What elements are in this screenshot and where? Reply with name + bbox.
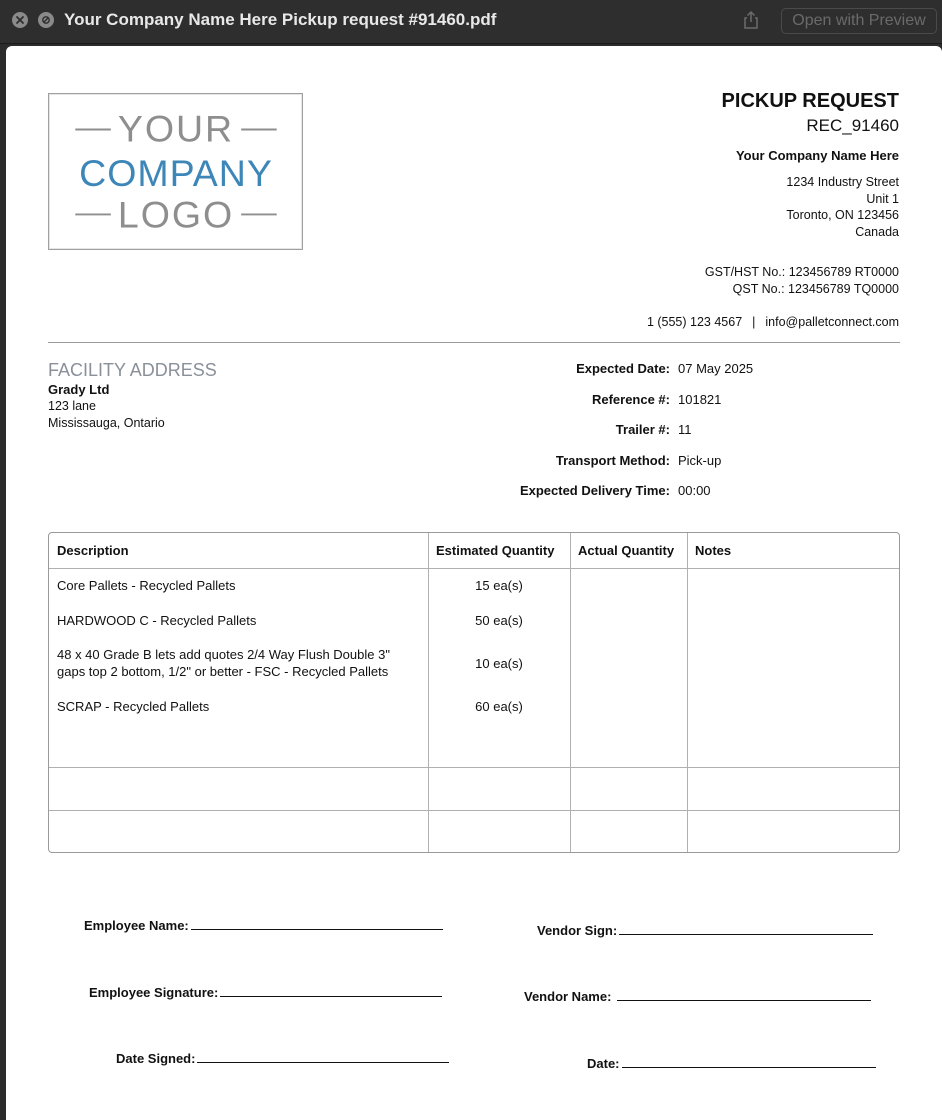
company-address-line: Canada bbox=[855, 224, 899, 239]
detail-row bbox=[6, 361, 942, 379]
item-description: gaps top 2 bottom, 1/2" or better - FSC - Recycled Pallets bbox=[57, 664, 389, 679]
detail-row bbox=[6, 392, 942, 410]
date-signed-field[interactable] bbox=[116, 1051, 449, 1066]
pdf-page bbox=[6, 46, 942, 1120]
items-table bbox=[48, 532, 900, 853]
date-signed-label: Date Signed: bbox=[116, 1051, 196, 1066]
date-label: Date: bbox=[587, 1056, 620, 1071]
facility-name: Grady Ltd bbox=[48, 382, 110, 397]
company-address-line: Toronto, ON 123456 bbox=[786, 208, 899, 222]
company-name: Your Company Name Here bbox=[735, 148, 899, 163]
detail-label: Transport Method: bbox=[555, 453, 670, 468]
phone-number: 1 (555) 123 4567 bbox=[646, 315, 743, 329]
email-address[interactable]: info@palletconnect.com bbox=[765, 315, 899, 329]
contact-separator: | bbox=[752, 315, 756, 329]
detail-label: Trailer #: bbox=[615, 422, 670, 437]
vendor-name-label: Vendor Name: bbox=[524, 989, 612, 1004]
employee-signature-field[interactable] bbox=[89, 985, 442, 1000]
employee-name-label: Employee Name: bbox=[84, 918, 189, 933]
column-header: Actual Quantity bbox=[578, 543, 675, 558]
detail-value: 101821 bbox=[678, 392, 722, 407]
employee-name-field[interactable] bbox=[84, 918, 443, 933]
item-description: SCRAP - Recycled Pallets bbox=[57, 699, 210, 714]
facility-address-line: Mississauga, Ontario bbox=[48, 416, 165, 430]
open-with-preview-button[interactable]: Open with Preview bbox=[781, 8, 937, 34]
employee-signature-label: Employee Signature: bbox=[89, 985, 219, 1000]
window-title: Your Company Name Here Pickup request #91460.pdf bbox=[64, 10, 497, 29]
header-divider bbox=[48, 342, 900, 343]
detail-value: Pick-up bbox=[678, 453, 722, 468]
item-description: Core Pallets - Recycled Pallets bbox=[57, 578, 236, 593]
column-header: Estimated Quantity bbox=[436, 543, 555, 558]
detail-label: Expected Date: bbox=[576, 361, 670, 376]
detail-row bbox=[6, 422, 942, 440]
share-icon[interactable] bbox=[742, 10, 760, 30]
company-logo bbox=[48, 93, 303, 250]
close-icon[interactable] bbox=[12, 12, 28, 28]
document-title: PICKUP REQUEST bbox=[721, 90, 899, 112]
item-description: HARDWOOD C - Recycled Pallets bbox=[57, 613, 257, 628]
column-header: Description bbox=[57, 543, 129, 558]
vendor-sign-label: Vendor Sign: bbox=[537, 923, 618, 938]
detail-label: Reference #: bbox=[591, 392, 670, 407]
vendor-name-field[interactable] bbox=[524, 989, 871, 1004]
facility-heading: FACILITY ADDRESS bbox=[48, 360, 217, 380]
facility-address-line: 123 lane bbox=[48, 399, 96, 413]
detail-value: 11 bbox=[678, 422, 692, 437]
item-estimated-quantity: 50 ea(s) bbox=[475, 613, 523, 628]
item-estimated-quantity: 15 ea(s) bbox=[475, 578, 523, 593]
document-reference: REC_91460 bbox=[806, 116, 899, 135]
block-icon[interactable] bbox=[38, 12, 54, 28]
detail-row bbox=[6, 483, 942, 501]
gst-number: GST/HST No.: 123456789 RT0000 bbox=[704, 265, 899, 279]
company-address-line: Unit 1 bbox=[866, 191, 899, 206]
company-address-line: 1234 Industry Street bbox=[786, 175, 899, 189]
logo-line-2: COMPANY bbox=[79, 151, 273, 194]
date-field[interactable] bbox=[587, 1056, 876, 1071]
item-description: 48 x 40 Grade B lets add quotes 2/4 Way Flush Double 3" bbox=[57, 647, 390, 662]
column-header: Notes bbox=[695, 543, 732, 558]
item-estimated-quantity: 60 ea(s) bbox=[475, 699, 523, 714]
logo-line-1: YOUR bbox=[117, 107, 235, 150]
window-titlebar bbox=[0, 0, 942, 44]
detail-label: Expected Delivery Time: bbox=[519, 483, 670, 498]
contact-info bbox=[647, 315, 899, 329]
logo-line-3: LOGO bbox=[117, 193, 235, 236]
detail-value: 00:00 bbox=[678, 483, 711, 498]
vendor-sign-field[interactable] bbox=[537, 923, 873, 938]
detail-row bbox=[6, 453, 942, 471]
detail-value: 07 May 2025 bbox=[678, 361, 754, 376]
item-estimated-quantity: 10 ea(s) bbox=[475, 656, 523, 671]
qst-number: QST No.: 123456789 TQ0000 bbox=[732, 281, 899, 296]
